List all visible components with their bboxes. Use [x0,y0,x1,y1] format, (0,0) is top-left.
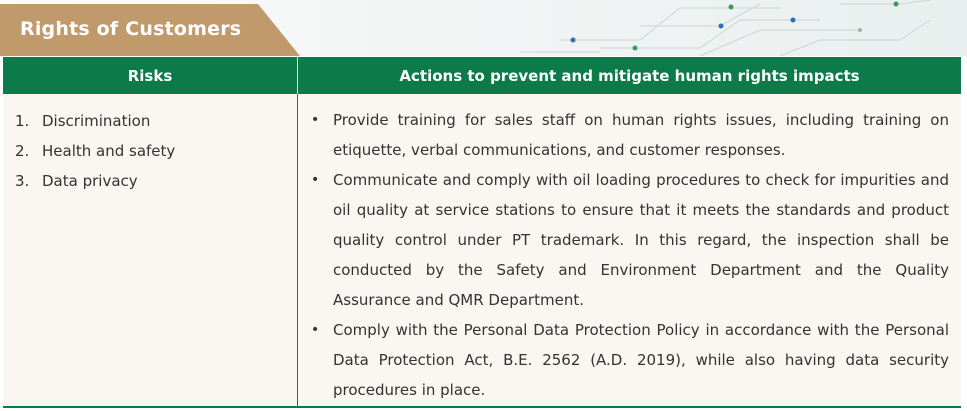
bullet-icon: • [311,112,320,128]
bullet-icon: • [311,172,320,188]
risk-number: 3. [15,172,30,190]
table-row [3,94,961,408]
section-title: Rights of Customers [20,18,242,40]
list-item [310,315,949,405]
list-item [15,166,297,196]
list-item [15,106,297,136]
header-actions: Actions to prevent and mitigate human rights impacts [298,57,961,94]
action-text: Communicate and comply with oil loading procedures to check for impurities and oil quality at service stations to ensure that it meets the standards and product quality control under PT trademark. In this regard, the inspection shall be conducted by the Safety and Environment Department and the Quality Assurance and QMR Department. [333,171,949,309]
list-item [15,136,297,166]
actions-cell [298,94,961,406]
section-banner [0,0,967,56]
risk-text: Data privacy [42,172,138,190]
action-text: Provide training for sales staff on human rights issues, including training on etiquette, verbal communications, and customer responses. [333,111,949,159]
list-item [310,105,949,165]
header-risks: Risks [3,57,298,94]
list-item [310,165,949,315]
action-list [310,105,949,405]
table-header [3,57,961,94]
risks-cell [3,94,298,406]
bullet-icon: • [311,322,320,338]
risk-number: 2. [15,142,30,160]
risk-text: Health and safety [42,142,176,160]
risk-number: 1. [15,112,30,130]
risk-list [15,106,297,196]
risk-text: Discrimination [42,112,151,130]
action-text: Comply with the Personal Data Protection Policy in accordance with the Personal Data Protection Act, B.E. 2562 (A.D. 2019), while also having data security procedures in place. [333,321,949,399]
